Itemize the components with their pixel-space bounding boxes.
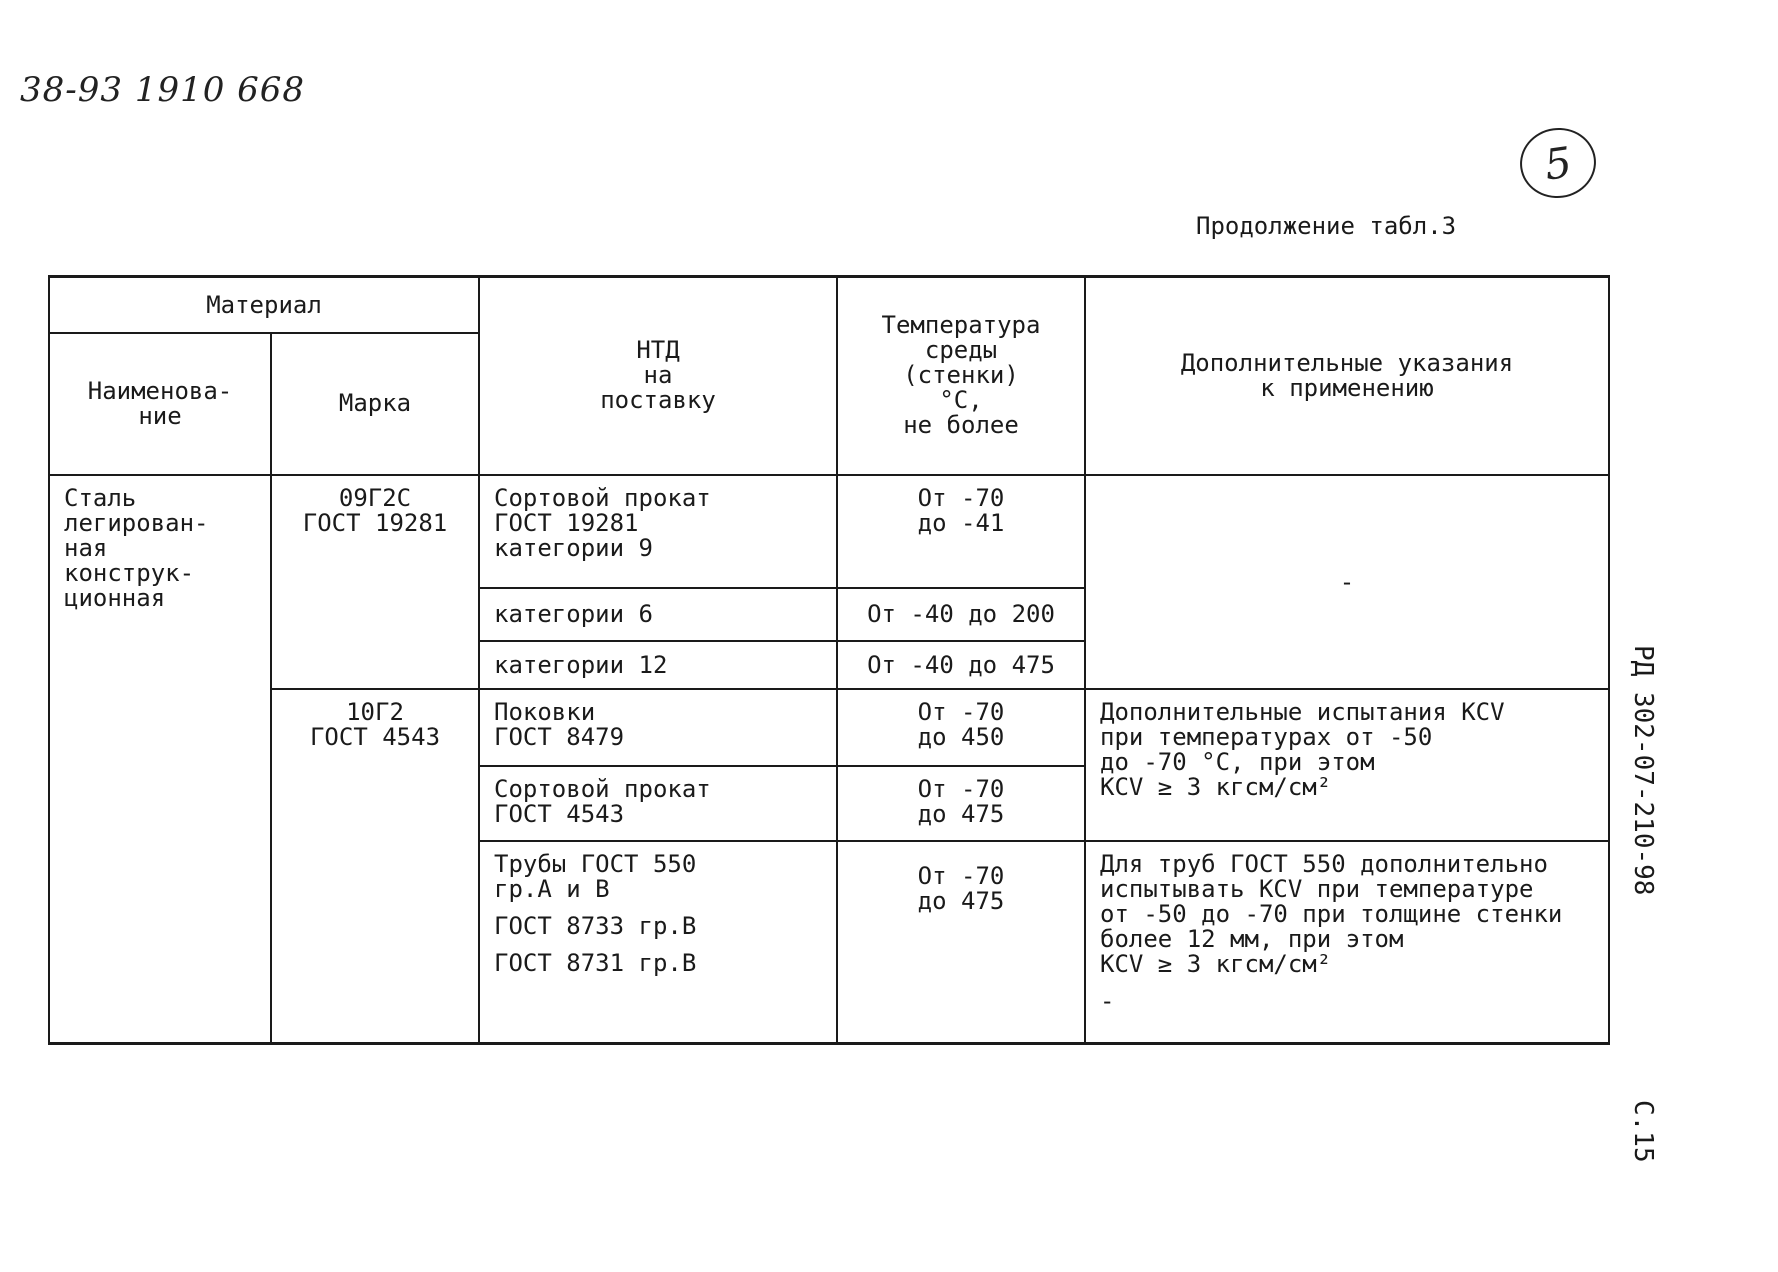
notes-cell: - <box>1085 475 1609 690</box>
material-name-line: конструк- <box>64 558 195 587</box>
notes-line: более 12 мм, при этом <box>1100 925 1404 954</box>
materials-table <box>48 275 1610 1045</box>
ntd-line: гр.А и В <box>494 875 610 904</box>
ntd-line: ГОСТ 8733 гр.В <box>494 912 697 941</box>
header-temperature <box>837 277 1085 475</box>
header-ntd-line: НТД <box>636 336 680 365</box>
ntd-cell <box>479 475 837 588</box>
temperature-line: От -40 до 475 <box>867 650 1055 679</box>
notes-line: Дополнительные испытания KCV <box>1100 698 1505 727</box>
document-code: РД 302-07-210-98 <box>1628 645 1658 896</box>
temperature-cell <box>837 641 1085 690</box>
material-name-line: легирован- <box>64 508 209 537</box>
notes-line: при температурах от -50 <box>1100 723 1433 752</box>
grade-line: ГОСТ 4543 <box>309 723 441 752</box>
temperature-line: От -70 <box>917 775 1005 804</box>
temperature-cell <box>837 841 1085 1043</box>
temperature-line: От -40 до 200 <box>867 599 1055 628</box>
ntd-line: ГОСТ 8479 <box>494 723 625 752</box>
header-ntd-line: на <box>643 361 673 390</box>
grade-cell <box>271 475 479 690</box>
table-continuation-caption: Продолжение табл.3 <box>1196 212 1457 240</box>
header-temperature-line: среды <box>924 336 998 365</box>
header-grade: Марка <box>271 333 479 475</box>
ntd-line: ГОСТ 4543 <box>494 800 625 829</box>
notes-cell <box>1085 689 1609 841</box>
header-name <box>49 333 271 475</box>
temperature-line: От -70 <box>917 483 1005 512</box>
notes-line: KCV ≥ 3 кгсм/см² <box>1100 950 1332 979</box>
ntd-line: категории 12 <box>494 650 668 679</box>
notes-line: от -50 до -70 при толщине стенки <box>1100 900 1563 929</box>
material-name-line: Сталь <box>64 483 137 512</box>
temperature-line: до 450 <box>917 723 1005 752</box>
ntd-line: Поковки <box>494 698 596 727</box>
ntd-cell <box>479 689 837 766</box>
temperature-cell <box>837 475 1085 588</box>
notes-line: - <box>1100 987 1115 1016</box>
grade-line: 09Г2С <box>338 483 412 512</box>
temperature-cell <box>837 766 1085 841</box>
notes-line: до -70 °С, при этом <box>1100 748 1375 777</box>
handwritten-number: 38-93 1910 668 <box>20 70 306 110</box>
temperature-cell <box>837 689 1085 766</box>
header-notes-line: Дополнительные указания <box>1180 348 1514 377</box>
ntd-line: категории 9 <box>494 533 653 562</box>
header-name-line: Наименова- <box>87 376 233 405</box>
ntd-cell <box>479 588 837 641</box>
temperature-cell <box>837 588 1085 641</box>
notes-line: KCV ≥ 3 кгсм/см² <box>1100 773 1332 802</box>
material-name-line: ная <box>64 533 108 562</box>
header-temperature-line: °С, <box>939 386 983 415</box>
temperature-line: до -41 <box>917 508 1005 537</box>
grade-line: 10Г2 <box>346 698 404 727</box>
header-ntd-line: поставку <box>600 386 716 415</box>
temperature-line: до 475 <box>917 800 1005 829</box>
page-number: С.15 <box>1628 1100 1658 1163</box>
header-temperature-line: (стенки) <box>903 361 1019 390</box>
header-name-line: ние <box>138 401 182 430</box>
ntd-cell <box>479 641 837 690</box>
grade-cell <box>271 689 479 1043</box>
ntd-line: ГОСТ 8731 гр.В <box>494 949 697 978</box>
circled-page-number <box>1515 123 1600 203</box>
header-temperature-line: не более <box>903 411 1019 440</box>
notes-line: Для труб ГОСТ 550 дополнительно <box>1100 850 1548 879</box>
circled-page-number-text: 5 <box>1541 136 1575 190</box>
ntd-cell <box>479 766 837 841</box>
notes-cell <box>1085 841 1609 1043</box>
temperature-line: От -70 <box>917 862 1005 891</box>
header-material: Материал <box>49 277 479 334</box>
ntd-line: категории 6 <box>494 599 653 628</box>
ntd-line: Сортовой прокат <box>494 483 711 512</box>
ntd-line: Сортовой прокат <box>494 775 711 804</box>
header-ntd <box>479 277 837 475</box>
temperature-line: до 475 <box>917 887 1005 916</box>
header-notes-line: к применению <box>1260 373 1434 402</box>
grade-line: ГОСТ 19281 <box>302 508 448 537</box>
ntd-line: Трубы ГОСТ 550 <box>494 850 697 879</box>
ntd-cell <box>479 841 837 1043</box>
notes-line: испытывать KCV при температуре <box>1100 875 1534 904</box>
ntd-line: ГОСТ 19281 <box>494 508 639 537</box>
material-name-line: ционная <box>64 583 166 612</box>
header-notes <box>1085 277 1609 475</box>
material-name-cell <box>49 475 271 1044</box>
temperature-line: От -70 <box>917 698 1005 727</box>
header-temperature-line: Температура <box>881 311 1041 340</box>
